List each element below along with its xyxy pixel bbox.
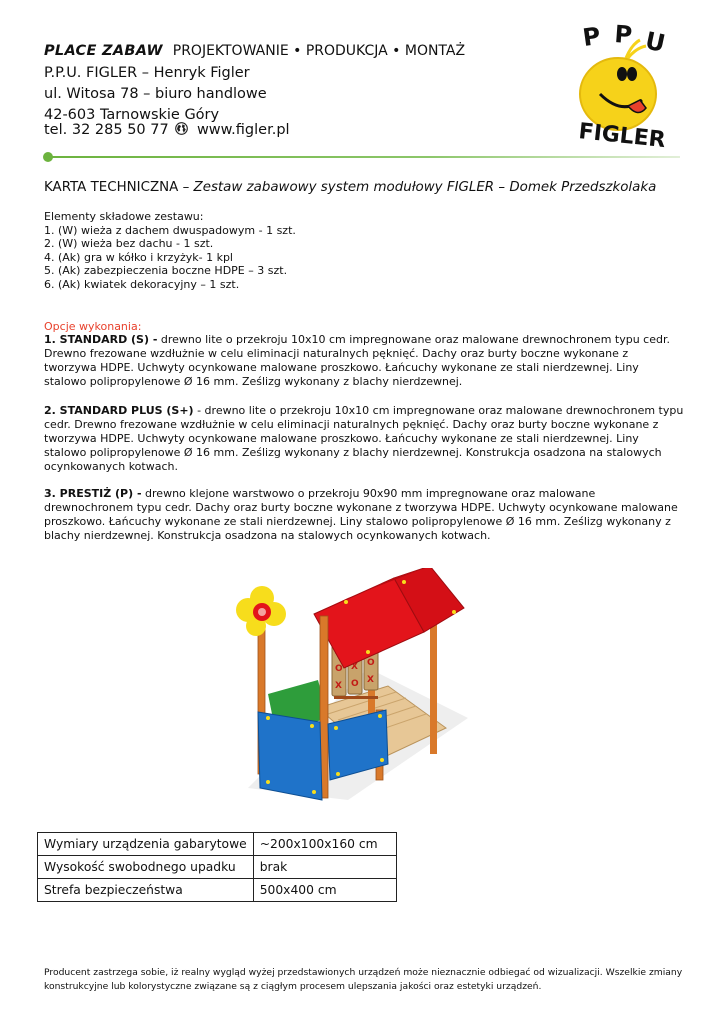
- option-text: drewno klejone warstwowo o przekroju 90x90 mm impregnowane oraz malowane drewnochronem typu cedr. Dachy oraz burty boczne wykonane z tworzywa HDPE. Uchwyty ocynkowane malowane proszkowo. Łańcuchy wykonane ze stali nierdzewnej. Liny stalowo polipropylenowe Ø 16 mm. Ześlizg wykonany z blachy nierdzewnej. Konstrukcja osadzona na stalowych ocynkowanych kotwach.: [44, 487, 678, 542]
- specs-table: [37, 832, 397, 902]
- options-heading: Opcje wykonania:: [44, 320, 142, 333]
- list-item: 1. (W) wieża z dachem dwuspadowym - 1 szt.: [44, 223, 296, 237]
- globe-icon: [175, 122, 188, 135]
- svg-text:O: O: [335, 664, 343, 674]
- svg-text:FIGLER: FIGLER: [577, 119, 667, 148]
- option-label: 3. PRESTIŻ (P) -: [44, 487, 142, 500]
- playhouse-illustration: [218, 568, 478, 808]
- decorative-flower: [236, 586, 286, 636]
- spec-label: Strefa bezpieczeństwa: [38, 879, 254, 902]
- list-item: 6. (Ak) kwiatek dekoracyjny – 1 szt.: [44, 277, 240, 291]
- option-text: - drewno lite o przekroju 10x10 cm impregnowane oraz malowane drewnochronem typu cedr. Drewno frezowane wzdłużnie w celu eliminacji naturalnych pęknięć. Dachy oraz burty boczne wykonane z tworzywa HDPE. Uchwyty ocynkowane malowane proszkowo. Łańcuchy wykonane ze stali nierdzewnej. Liny stalowo polipropylenowe Ø 16 mm. Ześlizg wykonany z blachy nierdzewnej. Konstrukcja osadzona na stalowych ocynkowanych kotwach.: [44, 404, 684, 473]
- list-item: 2. (W) wieża bez dachu - 1 szt.: [44, 237, 214, 251]
- option-label: 2. STANDARD PLUS (S+): [44, 404, 194, 417]
- svg-text:O: O: [367, 658, 375, 668]
- svg-text:P: P: [613, 20, 634, 50]
- brand-name: PLACE ZABAW: [44, 43, 163, 59]
- header-divider: [48, 156, 680, 158]
- city-address: 42-603 Tarnowskie Góry: [44, 107, 220, 123]
- svg-text:U: U: [642, 26, 668, 58]
- option-standard-plus: [44, 404, 684, 474]
- street-address: ul. Witosa 78 – biuro handlowe: [44, 86, 267, 102]
- svg-text:X: X: [351, 662, 358, 672]
- option-prestiz: [44, 487, 684, 543]
- list-item: 4. (Ak) gra w kółko i krzyżyk- 1 kpl: [44, 250, 233, 264]
- company-logo: [566, 20, 686, 148]
- header-tagline-line: [44, 42, 465, 61]
- disclaimer-footer: Producent zastrzega sobie, iż realny wygląd wyżej przedstawionych urządzeń może nieznacznie odbiegać od wizualizacji. Wszelkie zmiany konstrukcyjne lub kolorystyczne związane są z ciągłym procesem ulepszania jakości oraz estetyki urządzeń.: [44, 967, 683, 992]
- title-prefix: KARTA TECHNICZNA –: [44, 180, 194, 195]
- company-name: P.P.U. FIGLER – Henryk Figler: [44, 65, 250, 81]
- components-list: [44, 210, 296, 292]
- spec-value: brak: [253, 856, 396, 879]
- svg-text:X: X: [367, 675, 374, 685]
- components-heading: Elementy składowe zestawu:: [44, 210, 204, 223]
- tagline: PROJEKTOWANIE • PRODUKCJA • MONTAŻ: [172, 43, 466, 59]
- svg-text:O: O: [351, 679, 359, 689]
- divider-dot: [43, 152, 53, 162]
- option-text: drewno lite o przekroju 10x10 cm impregnowane oraz malowane drewnochronem typu cedr. Drewno frezowane wzdłużnie w celu eliminacji naturalnych pęknięć. Dachy oraz burty boczne wykonane z tworzywa HDPE. Uchwyty ocynkowane malowane proszkowo. Łańcuchy wykonane ze stali nierdzewnej. Liny stalowo polipropylenowe Ø 16 mm. Ześlizg wykonany z blachy nierdzewnej.: [44, 333, 670, 388]
- website-link[interactable]: www.figler.pl: [196, 122, 290, 138]
- svg-text:P: P: [580, 21, 603, 52]
- spec-value: 500x400 cm: [253, 879, 396, 902]
- spec-value: ~200x100x160 cm: [253, 833, 396, 856]
- spec-label: Wymiary urządzenia gabarytowe: [38, 833, 254, 856]
- phone-number: tel. 32 285 50 77: [44, 122, 169, 138]
- svg-text:X: X: [335, 681, 342, 691]
- option-label: 1. STANDARD (S) -: [44, 333, 158, 346]
- product-name: Zestaw zabawowy system modułowy FIGLER – Domek Przedszkolaka: [193, 180, 657, 195]
- table-row: [38, 879, 397, 902]
- table-row: [38, 856, 397, 879]
- option-standard: [44, 333, 684, 389]
- spec-label: Wysokość swobodnego upadku: [38, 856, 254, 879]
- list-item: 5. (Ak) zabezpieczenia boczne HDPE – 3 szt.: [44, 264, 288, 278]
- table-row: [38, 833, 397, 856]
- contact-line: [44, 121, 290, 140]
- document-title: [44, 180, 656, 195]
